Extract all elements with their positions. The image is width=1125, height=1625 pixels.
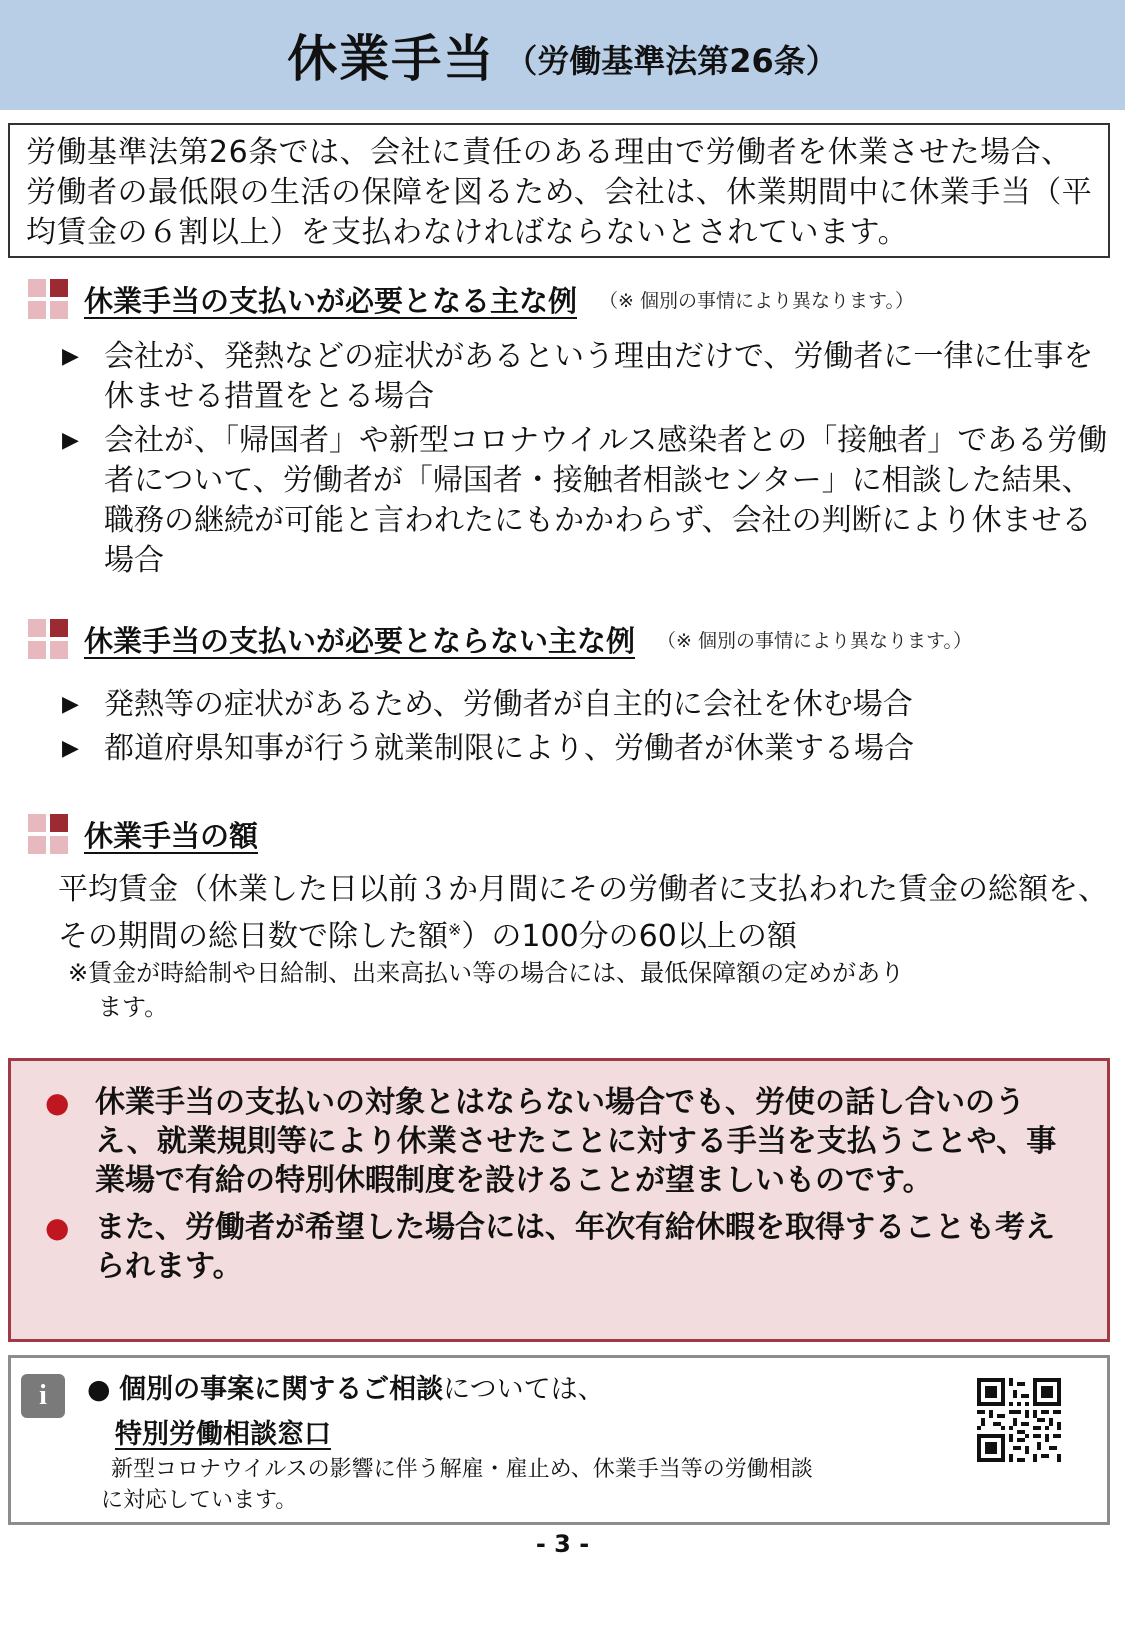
- recommendation-box: [8, 1058, 1110, 1342]
- amount-text-part: ）の100分の60以上の額: [461, 919, 797, 954]
- list-item-text: 発熱等の症状があるため、労働者が自主的に会社を休む場合: [104, 687, 913, 722]
- qr-code-icon[interactable]: [977, 1378, 1061, 1462]
- special-consultation-link[interactable]: 特別労働相談窓口: [115, 1419, 331, 1450]
- title-bar: [0, 0, 1125, 110]
- triangle-bullet-icon: ▶: [62, 692, 79, 717]
- section-header-not-required: [28, 617, 972, 661]
- section-title: 休業手当の支払いが必要となる主な例: [84, 283, 578, 318]
- consultation-lead: [87, 1372, 605, 1408]
- triangle-bullet-icon: ▶: [62, 736, 79, 761]
- red-dot-icon: ●: [45, 1211, 70, 1244]
- footnote-line: ※賃金が時給制や日給制、出来高払い等の場合には、最低保障額の定めがあり: [68, 959, 905, 987]
- squares-icon: [28, 619, 68, 659]
- footnote-line: ます。: [98, 993, 169, 1021]
- intro-box: [8, 123, 1110, 258]
- list-item-text: 会社が、「帰国者」や新型コロナウイルス感染者との「接触者」である労働者について、労働者が「帰国者・接触者相談センター」に相談した結果、職務の継続が可能と言われたにもかかわらず、会社の判断により休ませる場合: [104, 423, 1108, 578]
- intro-text: 労働基準法第26条では、会社に責任のある理由で労働者を休業させた場合、労働者の最低限の生活の保障を図るため、会社は、休業期間中に休業手当（平均賃金の６割以上）を支払わなければならないとされています。: [26, 135, 1093, 250]
- page-number: - 3 -: [535, 1530, 590, 1558]
- consultation-description: [101, 1454, 921, 1516]
- footnote-mark: ※: [448, 920, 462, 939]
- section-title: 休業手当の支払いが必要とならない主な例: [84, 623, 636, 658]
- recommendation-item: [45, 1083, 1077, 1200]
- squares-icon: [28, 279, 68, 319]
- amount-description: [58, 870, 1108, 957]
- consultation-lead-rest: については、: [443, 1374, 605, 1405]
- list-item: [62, 729, 1112, 769]
- consultation-info-box: [8, 1355, 1110, 1525]
- description-line: 新型コロナウイルスの影響に伴う解雇・雇止め、休業手当等の労働相談: [111, 1457, 813, 1482]
- black-dot-icon: ●: [87, 1374, 111, 1405]
- consultation-lead-bold: 個別の事案に関するご相談: [119, 1374, 444, 1405]
- section-note: （※ 個別の事情により異なります。）: [599, 289, 914, 312]
- recommendation-text: 休業手当の支払いの対象とはならない場合でも、労使の話し合いのうえ、就業規則等により休業させたことに対する手当を支払うことや、事業場で有給の特別休暇制度を設けることが望ましいものです。: [95, 1085, 1057, 1198]
- not-required-examples-list: [62, 685, 1112, 773]
- list-item-text: 会社が、発熱などの症状があるという理由だけで、労働者に一律に仕事を休ませる措置をとる場合: [104, 339, 1094, 414]
- list-item: [62, 685, 1112, 725]
- amount-footnote: [68, 956, 1108, 1024]
- section-title: 休業手当の額: [84, 818, 259, 853]
- triangle-bullet-icon: ▶: [62, 344, 79, 369]
- section-header-required: [28, 277, 914, 321]
- section-header-amount: [28, 812, 258, 856]
- squares-icon: [28, 814, 68, 854]
- recommendation-text: また、労働者が希望した場合には、年次有給休暇を取得することも考えられます。: [95, 1210, 1055, 1284]
- list-item: [62, 337, 1112, 417]
- section-note: （※ 個別の事情により異なります。）: [657, 629, 972, 652]
- info-icon: i: [21, 1374, 65, 1418]
- recommendation-item: [45, 1208, 1077, 1286]
- red-dot-icon: ●: [45, 1086, 70, 1119]
- list-item-text: 都道府県知事が行う就業制限により、労働者が休業する場合: [104, 731, 914, 766]
- page-subtitle: （労働基準法第26条）: [505, 42, 838, 80]
- amount-text-part: 平均賃金（休業した日以前３か月間にその労働者に支払われた賃金の総額を、その期間の総日数で除した額: [58, 872, 1108, 954]
- description-line: に対応しています。: [101, 1488, 298, 1513]
- required-examples-list: [62, 337, 1112, 585]
- list-item: [62, 421, 1112, 581]
- triangle-bullet-icon: ▶: [62, 428, 79, 453]
- page-title: 休業手当: [287, 30, 496, 88]
